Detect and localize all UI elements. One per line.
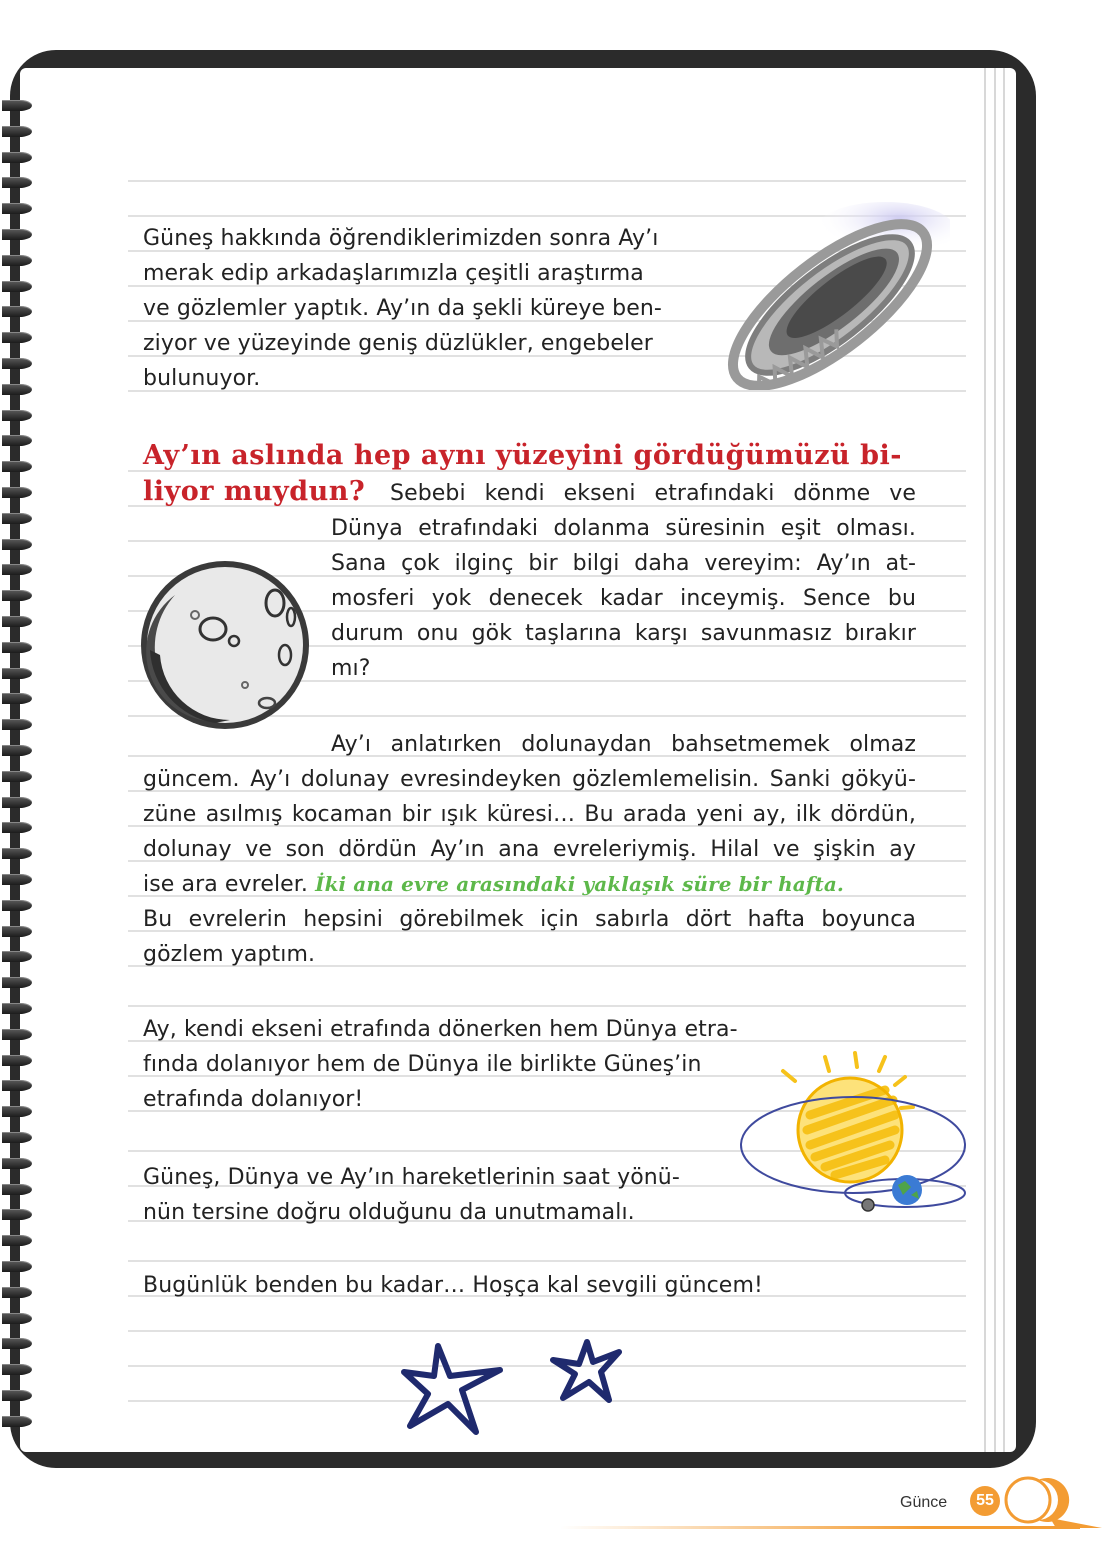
- text-line: Ay’ı anlatırken dolunaydan bahsetmemek olmaz: [331, 732, 916, 757]
- highlight-text: İki ana evre arasındaki yaklaşık süre bir hafta.: [315, 872, 844, 896]
- spiral-ring: [2, 822, 32, 833]
- spiral-ring: [2, 435, 32, 446]
- spiral-ring: [2, 306, 32, 317]
- eclipse-icon: [700, 200, 950, 390]
- spiral-ring: [2, 564, 32, 575]
- spiral-ring: [2, 1106, 32, 1117]
- heading-line: Ay’ın aslında hep aynı yüzeyini gördüğümüzü bi-: [143, 440, 902, 471]
- text-line: etrafında dolanıyor!: [143, 1087, 364, 1112]
- text-line: ve gözlemler yaptık. Ay’ın da şekli küreye ben-: [143, 296, 662, 321]
- text-line: merak edip arkadaşlarımızla çeşitli araştırma: [143, 261, 644, 286]
- spiral-ring: [2, 1029, 32, 1040]
- spiral-ring: [2, 797, 32, 808]
- text-line: Ay, kendi ekseni etrafında dönerken hem Dünya etra-: [143, 1017, 738, 1042]
- spiral-ring: [2, 513, 32, 524]
- text-line: Sana çok ilginç bir bilgi daha vereyim: Ay’ın at-: [331, 551, 916, 576]
- footer-section-label: Günce: [900, 1494, 948, 1511]
- sun-earth-orbit-icon: [735, 1045, 975, 1220]
- spiral-ring: [2, 487, 32, 498]
- crescent-icon: [998, 1474, 1106, 1534]
- spiral-ring: [2, 1287, 32, 1298]
- closing-line: Bugünlük benden bu kadar… Hoşça kal sevgili güncem!: [143, 1273, 763, 1298]
- text-line: bulunuyor.: [143, 366, 261, 391]
- text-line: mı?: [331, 656, 371, 681]
- spiral-ring: [2, 1390, 32, 1401]
- spiral-ring: [2, 848, 32, 859]
- star-icon: [545, 1338, 625, 1408]
- spiral-ring: [2, 255, 32, 266]
- ruled-line: [128, 1005, 966, 1007]
- spiral-ring: [2, 926, 32, 937]
- spiral-ring: [2, 384, 32, 395]
- spiral-ring: [2, 1364, 32, 1375]
- text-line: dolunay ve son dördün Ay’ın ana evreleriymiş. Hilal ve şişkin ay: [143, 837, 916, 862]
- page-edge-line: [1003, 68, 1005, 1452]
- spiral-ring: [2, 1338, 32, 1349]
- spiral-ring: [2, 100, 32, 111]
- text-line: züne asılmış kocaman bir ışık küresi… Bu arada yeni ay, ilk dördün,: [143, 802, 916, 827]
- spiral-ring: [2, 1003, 32, 1014]
- text-line: fında dolanıyor hem de Dünya ile birlikte Güneş’in: [143, 1052, 702, 1077]
- spiral-ring: [2, 1416, 32, 1427]
- text-line: durum onu gök taşlarına karşı savunmasız bırakır: [331, 621, 916, 646]
- spiral-ring: [2, 358, 32, 369]
- spiral-ring: [2, 281, 32, 292]
- spiral-ring: [2, 874, 32, 885]
- spiral-ring: [2, 1261, 32, 1272]
- spiral-ring: [2, 332, 32, 343]
- spiral-ring: [2, 203, 32, 214]
- spiral-ring: [2, 719, 32, 730]
- spiral-ring: [2, 616, 32, 627]
- text-line: [143, 872, 844, 897]
- spiral-ring: [2, 668, 32, 679]
- text-line: gözlem yaptım.: [143, 942, 316, 967]
- spiral-ring: [2, 1313, 32, 1324]
- page-footer: [0, 1470, 1106, 1560]
- spiral-ring: [2, 1235, 32, 1246]
- star-icon: [398, 1338, 510, 1438]
- spiral-ring: [2, 900, 32, 911]
- spiral-ring: [2, 177, 32, 188]
- spiral-ring: [2, 152, 32, 163]
- spiral-ring: [2, 1080, 32, 1091]
- moon-icon: [135, 555, 315, 735]
- spiral-ring: [2, 126, 32, 137]
- text-line: mosferi yok denecek kadar inceymiş. Sence bu: [331, 586, 916, 611]
- text-line: Güneş, Dünya ve Ay’ın hareketlerinin saat yönü-: [143, 1165, 680, 1190]
- ruled-line: [128, 1260, 966, 1262]
- spiral-ring: [2, 410, 32, 421]
- text-line: ziyor ve yüzeyinde geniş düzlükler, engebeler: [143, 331, 653, 356]
- heading-line: liyor muydun?: [143, 476, 366, 507]
- ruled-line: [128, 1330, 966, 1332]
- spiral-ring: [2, 539, 32, 550]
- spiral-ring: [2, 745, 32, 756]
- ruled-line: [128, 180, 966, 182]
- spiral-ring: [2, 693, 32, 704]
- spiral-ring: [2, 951, 32, 962]
- spiral-ring: [2, 590, 32, 601]
- spiral-ring: [2, 642, 32, 653]
- spiral-ring: [2, 229, 32, 240]
- spiral-ring: [2, 461, 32, 472]
- spiral-ring: [2, 771, 32, 782]
- text-line: Bu evrelerin hepsini görebilmek için sabırla dört hafta boyunca: [143, 907, 916, 932]
- page-edge-line: [984, 68, 986, 1452]
- spiral-binding: [0, 100, 40, 1440]
- spiral-ring: [2, 1158, 32, 1169]
- text-line: güncem. Ay’ı dolunay evresindeyken gözlemlemelisin. Sanki gökyü-: [143, 767, 916, 792]
- text-line: nün tersine doğru olduğunu da unutmamalı.: [143, 1200, 635, 1225]
- spiral-ring: [2, 1184, 32, 1195]
- text-line: Sebebi kendi ekseni etrafındaki dönme ve: [390, 481, 916, 506]
- text-line: Dünya etrafındaki dolanma süresinin eşit olması.: [331, 516, 916, 541]
- text-line-prefix: ise ara evreler.: [143, 872, 309, 897]
- spiral-ring: [2, 1132, 32, 1143]
- spiral-ring: [2, 977, 32, 988]
- spiral-ring: [2, 1209, 32, 1220]
- spiral-ring: [2, 1055, 32, 1066]
- page-edge-line: [994, 68, 996, 1452]
- text-line: Güneş hakkında öğrendiklerimizden sonra Ay’ı: [143, 226, 659, 251]
- page-number-badge: 55: [970, 1486, 1000, 1516]
